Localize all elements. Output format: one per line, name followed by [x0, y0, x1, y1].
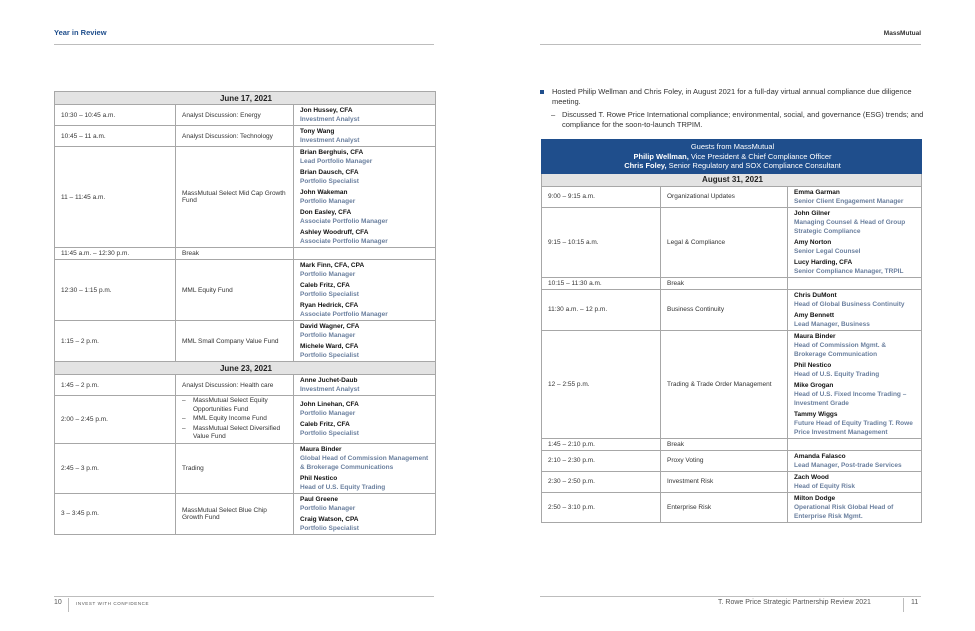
- topic-cell: Break: [176, 248, 294, 260]
- presenter-name: Anne Juchet-Daub: [300, 377, 358, 384]
- presenter-name: Maura Binder: [300, 445, 342, 453]
- presenters-cell: [294, 126, 436, 147]
- presenter-name: Phil Nestico: [794, 361, 832, 369]
- presenter-name: Paul Greene: [300, 495, 338, 503]
- guest-name: Philip Wellman,: [633, 151, 689, 161]
- time-cell: 2:00 – 2:45 p.m.: [55, 396, 176, 444]
- presenter-role: Portfolio Manager: [300, 410, 356, 418]
- time-cell: 9:00 – 9:15 a.m.: [542, 186, 661, 207]
- page-number-right: 11: [911, 599, 919, 606]
- presenter-role: Future Head of Equity Trading T. Rowe Price Investment Management: [794, 419, 913, 436]
- presenters-cell: [294, 493, 436, 534]
- presenter-name: Amy Bennett: [794, 311, 835, 319]
- bullet-square-icon: [540, 90, 544, 94]
- time-cell: 3 – 3:45 p.m.: [55, 493, 176, 534]
- table-row: [55, 321, 436, 362]
- table-row: [55, 126, 436, 147]
- time-cell: 11 – 11:45 a.m.: [55, 147, 176, 248]
- time-cell: 1:15 – 2 p.m.: [55, 321, 176, 362]
- presenter-role: Portfolio Specialist: [300, 524, 359, 532]
- table-row: [55, 248, 436, 260]
- presenter-role: Managing Counsel & Head of Group Strategic Compliance: [794, 218, 906, 235]
- presenters-cell: [788, 277, 922, 289]
- topic-cell: Analyst Discussion: Technology: [176, 126, 294, 147]
- topic-list-item: – MML Equity Income Fund: [182, 415, 289, 424]
- presenter-role: Senior Legal Counsel: [794, 247, 861, 255]
- table-row: [542, 492, 922, 522]
- presenters-cell: [294, 105, 436, 126]
- time-cell: 2:30 – 2:50 p.m.: [542, 471, 661, 492]
- table-row: [55, 396, 436, 444]
- topic-cell: Organizational Updates: [661, 186, 788, 207]
- date-row: [542, 173, 922, 186]
- presenters-cell: [788, 471, 922, 492]
- table-row: [55, 260, 436, 321]
- presenter-name: Caleb Fritz, CFA: [300, 282, 350, 289]
- table-row: [55, 375, 436, 396]
- presenter-role: Head of U.S. Fixed Income Trading – Investment Grade: [794, 390, 907, 407]
- presenter-name: Amanda Falasco: [794, 452, 846, 460]
- topic-cell: Trading: [176, 443, 294, 493]
- time-cell: 2:50 – 3:10 p.m.: [542, 492, 661, 522]
- presenters-cell: [294, 260, 436, 321]
- presenter-name: Emma Garman: [794, 188, 840, 196]
- presenters-cell: [294, 375, 436, 396]
- presenter-name: Maura Binder: [794, 332, 836, 340]
- topic-list-item: – MassMutual Select Equity Opportunities Fund: [182, 397, 289, 414]
- guest-role: Vice President & Chief Compliance Officer: [690, 151, 832, 161]
- time-cell: 10:30 – 10:45 a.m.: [55, 105, 176, 126]
- table-row: [55, 147, 436, 248]
- presenter-name: Ryan Hedrick, CFA: [300, 302, 359, 309]
- footer-rule-right: [540, 596, 921, 597]
- header-rule-right: [540, 44, 921, 45]
- table-row: [55, 493, 436, 534]
- table-row: [542, 289, 922, 330]
- bullet-text: Hosted Philip Wellman and Chris Foley, in August 2021 for a full-day virtual annual compliance due diligence meeting.: [552, 87, 912, 106]
- presenter-name: Zach Wood: [794, 473, 829, 481]
- time-cell: 1:45 – 2:10 p.m.: [542, 438, 661, 450]
- guest-line: [548, 152, 917, 162]
- guest-line: [548, 161, 917, 171]
- presenter-role: Lead Manager, Post-trade Services: [794, 461, 902, 469]
- time-cell: 12 – 2:55 p.m.: [542, 330, 661, 438]
- sub-bullet-text: Discussed T. Rowe Price International compliance; environmental, social, and governance (ESG) trends; and compliance for the soon-to-launch TRPIM.: [562, 110, 924, 129]
- table-row: [55, 105, 436, 126]
- time-cell: 2:45 – 3 p.m.: [55, 443, 176, 493]
- topic-cell: [176, 396, 294, 444]
- topic-cell: Break: [661, 438, 788, 450]
- presenter-role: Portfolio Specialist: [300, 352, 359, 359]
- topic-cell: Trading & Trade Order Management: [661, 330, 788, 438]
- presenter-name: Jon Hussey, CFA: [300, 107, 353, 114]
- presenter-role: Global Head of Commission Management & Brokerage Communications: [300, 454, 429, 471]
- presenter-name: Michele Ward, CFA: [300, 343, 359, 350]
- date-heading: June 23, 2021: [55, 362, 436, 375]
- presenter-role: Portfolio Specialist: [300, 178, 359, 185]
- topic-cell: Legal & Compliance: [661, 207, 788, 277]
- presenters-cell: [294, 443, 436, 493]
- presenter-name: John Gilner: [794, 209, 831, 217]
- presenter-role: Head of U.S. Equity Trading: [300, 483, 386, 491]
- time-cell: 9:15 – 10:15 a.m.: [542, 207, 661, 277]
- presenters-cell: [788, 207, 922, 277]
- presenter-role: Associate Portfolio Manager: [300, 238, 388, 245]
- table-row: [542, 277, 922, 289]
- dash-icon: –: [551, 110, 556, 119]
- topic-cell: Break: [661, 277, 788, 289]
- time-cell: 11:45 a.m. – 12:30 p.m.: [55, 248, 176, 260]
- topic-cell: Investment Risk: [661, 471, 788, 492]
- topic-cell: MassMutual Select Mid Cap Growth Fund: [176, 147, 294, 248]
- presenter-name: John Wakeman: [300, 189, 348, 196]
- brand-name: MassMutual: [883, 30, 921, 37]
- guest-role: Senior Regulatory and SOX Compliance Consultant: [668, 161, 841, 170]
- topic-cell: Proxy Voting: [661, 450, 788, 471]
- presenters-cell: [788, 438, 922, 450]
- time-cell: 10:15 – 11:30 a.m.: [542, 277, 661, 289]
- presenters-cell: [294, 147, 436, 248]
- footer-divider-right: [903, 598, 904, 612]
- sub-bullet-item: [540, 110, 925, 130]
- presenter-name: Tony Wang: [300, 128, 335, 135]
- presenter-name: Brian Berghuis, CFA: [300, 149, 364, 156]
- presenter-name: Amy Norton: [794, 238, 832, 246]
- meeting-notes: [540, 87, 925, 130]
- topic-cell: Analyst Discussion: Energy: [176, 105, 294, 126]
- presenter-name: Tammy Wiggs: [794, 410, 838, 418]
- topic-list-item: – MassMutual Select Diversified Value Fund: [182, 425, 289, 442]
- guests-header: [542, 140, 922, 174]
- presenters-cell: [294, 248, 436, 260]
- table-row: [542, 330, 922, 438]
- presenter-role: Lead Manager, Business: [794, 320, 870, 328]
- presenter-role: Head of U.S. Equity Trading: [794, 370, 880, 378]
- presenter-name: Lucy Harding, CFA: [794, 258, 853, 266]
- presenters-cell: [788, 289, 922, 330]
- presenter-role: Operational Risk Global Head of Enterprise Risk Mgmt.: [794, 503, 894, 520]
- presenter-role: Lead Portfolio Manager: [300, 158, 373, 165]
- topic-cell: MML Equity Fund: [176, 260, 294, 321]
- page-number-left: 10: [54, 599, 62, 606]
- presenter-name: Brian Dausch, CFA: [300, 169, 359, 176]
- presenters-cell: [294, 396, 436, 444]
- table-row: [542, 471, 922, 492]
- table-row: [55, 443, 436, 493]
- presenters-cell: [294, 321, 436, 362]
- presenter-role: Portfolio Specialist: [300, 430, 359, 438]
- presenter-role: Associate Portfolio Manager: [300, 218, 388, 225]
- presenters-cell: [788, 450, 922, 471]
- presenter-name: Mark Finn, CFA, CPA: [300, 262, 365, 269]
- presenter-role: Investment Analyst: [300, 386, 360, 393]
- table-row: [542, 207, 922, 277]
- presenter-role: Head of Global Business Continuity: [794, 300, 905, 308]
- presenter-name: David Wagner, CFA: [300, 323, 360, 330]
- presenter-role: Portfolio Manager: [300, 198, 356, 205]
- presenter-role: Portfolio Manager: [300, 332, 356, 339]
- date-row: [55, 362, 436, 375]
- presenters-cell: [788, 186, 922, 207]
- time-cell: 2:10 – 2:30 p.m.: [542, 450, 661, 471]
- topic-cell: Business Continuity: [661, 289, 788, 330]
- presenter-role: Head of Commission Mgmt. & Brokerage Communication: [794, 341, 887, 358]
- table-row: [542, 438, 922, 450]
- topic-cell: MML Small Company Value Fund: [176, 321, 294, 362]
- footer-divider-left: [68, 598, 69, 612]
- topic-cell: Analyst Discussion: Health care: [176, 375, 294, 396]
- presenter-name: Phil Nestico: [300, 474, 338, 482]
- presenter-role: Associate Portfolio Manager: [300, 311, 388, 318]
- guest-name: Chris Foley,: [624, 161, 667, 170]
- presenter-name: Ashley Woodruff, CFA: [300, 229, 369, 236]
- table-row: [542, 186, 922, 207]
- time-cell: 11:30 a.m. – 12 p.m.: [542, 289, 661, 330]
- presenter-name: Don Easley, CFA: [300, 209, 352, 216]
- topic-list: [182, 397, 289, 442]
- date-row: [55, 92, 436, 105]
- bullet-item: [540, 87, 925, 107]
- presenter-role: Investment Analyst: [300, 137, 360, 144]
- presenter-name: John Linehan, CFA: [300, 401, 359, 409]
- section-title: Year in Review: [54, 28, 107, 37]
- presenter-name: Mike Grogan: [794, 381, 834, 389]
- presenter-role: Head of Equity Risk: [794, 482, 856, 490]
- header-rule-left: [54, 44, 434, 45]
- time-cell: 1:45 – 2 p.m.: [55, 375, 176, 396]
- presenter-role: Senior Client Engagement Manager: [794, 197, 904, 205]
- presenter-name: Milton Dodge: [794, 494, 836, 502]
- left-schedule-table: [54, 91, 436, 535]
- presenters-cell: [788, 492, 922, 522]
- presenter-role: Portfolio Manager: [300, 504, 356, 512]
- date-heading: June 17, 2021: [55, 92, 436, 105]
- presenter-role: Portfolio Manager: [300, 271, 356, 278]
- presenter-name: Chris DuMont: [794, 291, 837, 299]
- time-cell: 12:30 – 1:15 p.m.: [55, 260, 176, 321]
- presenters-cell: [788, 330, 922, 438]
- table-row: [542, 450, 922, 471]
- date-heading: August 31, 2021: [542, 173, 922, 186]
- presenter-role: Portfolio Specialist: [300, 291, 359, 298]
- time-cell: 10:45 – 11 a.m.: [55, 126, 176, 147]
- presenter-role: Investment Analyst: [300, 116, 360, 123]
- guests-title: Guests from MassMutual: [690, 142, 775, 151]
- topic-cell: MassMutual Select Blue Chip Growth Fund: [176, 493, 294, 534]
- footer-tagline: INVEST WITH CONFIDENCE: [76, 601, 150, 606]
- footer-rule-left: [54, 596, 434, 597]
- presenter-name: Craig Watson, CPA: [300, 515, 359, 523]
- topic-cell: Enterprise Risk: [661, 492, 788, 522]
- right-schedule-table: [541, 139, 922, 523]
- footer-report-title: T. Rowe Price Strategic Partnership Review 2021: [718, 599, 871, 606]
- presenter-role: Senior Compliance Manager, TRPIL: [794, 267, 904, 275]
- presenter-name: Caleb Fritz, CFA: [300, 421, 350, 429]
